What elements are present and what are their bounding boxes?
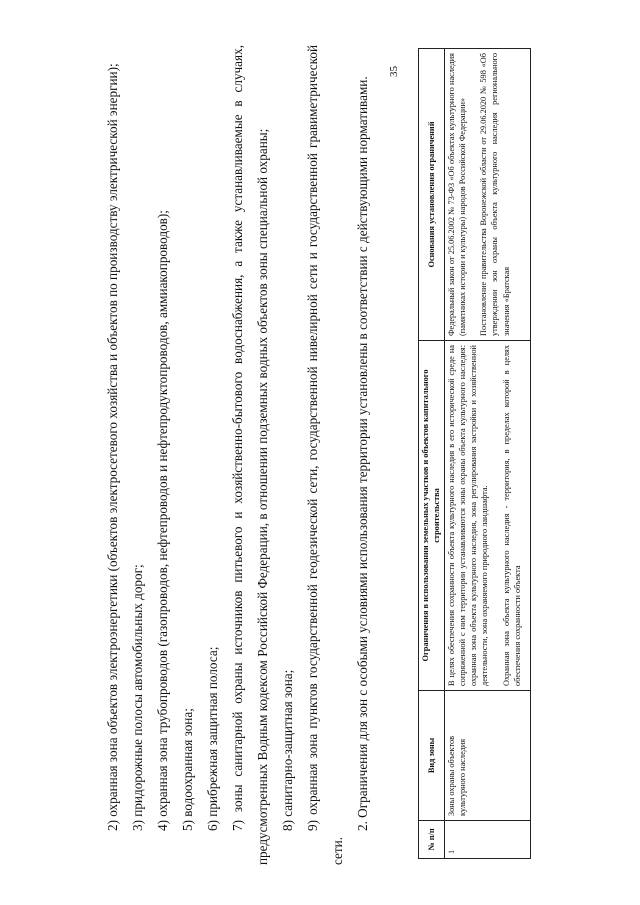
basis-text-2: Постановление правительства Воронежской области от 29.06.2020 № 598 «Об утверждении зон охраны объекта культурного наследия регионального значения «Братская — [479, 53, 511, 336]
header-number: № п/п — [419, 821, 445, 859]
limits-text-1: В целях обеспечения сохранности объекта культурного наследия в его исторической среде на сопряженной с ним территории устанавливаются зоны охраны объекта культурного наследия: охранная зона объекта культурного наследия, зона регулирования застройки и хозяйственной деятельности, зона охраняемого природного ландшафта. — [446, 345, 490, 686]
table-header-row — [419, 49, 445, 859]
header-limits: Ограничения в использовании земельных участков и объектов капитального строительства — [419, 341, 445, 691]
header-basis: Основания установления ограничений — [419, 49, 445, 341]
paragraph-8: 9) охранная зона пунктов государственной геодезической сети, государственной нивелирной сети и государственной гравиметрической сети. — [305, 45, 345, 865]
cell-zone-type: Зоны охраны объектов культурного наследия — [444, 691, 530, 821]
paragraph-6: 7) зоны санитарной охраны источников питьевого и хозяйственно-бытового водоснабжения, а также устанавливаемые в случаях, предусмотренных Водным кодексом Российской Федерации, в отношении подземных водных объектов зоны специальной охраны; — [230, 45, 270, 865]
paragraph-1: 2) охранная зона объектов электроэнергетики (объектов электросетевого хозяйства и объектов по производству электрической энергии); — [105, 63, 120, 831]
cell-limits — [444, 341, 530, 691]
cell-basis — [444, 49, 530, 341]
paragraph-2: 3) придорожные полосы автомобильных дорог; — [130, 564, 145, 831]
limits-text-2: Охранная зона объекта культурного наследия - территория, в пределах которой в целях обеспечения сохранности объекта — [501, 345, 523, 686]
paragraph-5: 6) прибрежная защитная полоса; — [205, 646, 220, 831]
table-row — [444, 49, 530, 859]
basis-text-1: Федеральный закон от 25.06.2002 № 73-ФЗ «Об объектах культурного наследия (памятниках истории и культуры) народов Российской Федерации» — [446, 53, 467, 336]
page-number: 35 — [388, 66, 400, 77]
rotated-content — [100, 45, 580, 865]
paragraph-7: 8) санитарно-защитная зона; — [280, 669, 295, 831]
paragraph-4: 5) водоохранная зона; — [180, 708, 195, 831]
body-text — [100, 45, 375, 865]
paragraph-9: 2. Ограничения для зон с особыми условиями использования территории установлены в соответствии с действующими нормативами. — [355, 76, 370, 831]
restrictions-table — [418, 48, 531, 859]
paragraph-3: 4) охранная зона трубопроводов (газопроводов, нефтепроводов и нефтепродуктопроводов, аммиакопроводов); — [155, 210, 170, 831]
header-zone-type: Вид зоны — [419, 691, 445, 821]
cell-number: 1 — [444, 821, 530, 859]
